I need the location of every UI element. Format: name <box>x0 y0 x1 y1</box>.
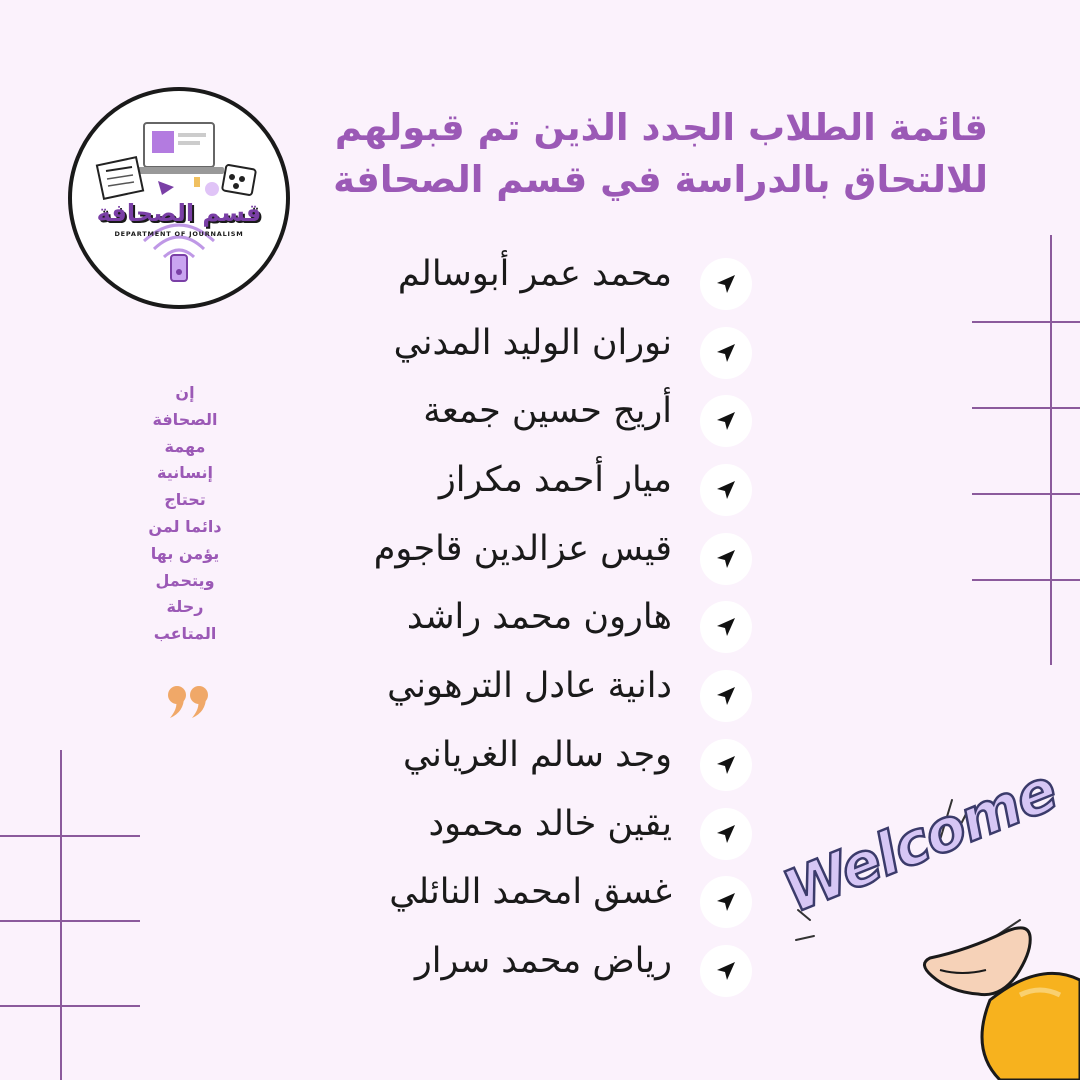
decor-line <box>972 579 1080 581</box>
quote-line: إن <box>175 383 195 402</box>
decor-line <box>0 920 140 922</box>
send-arrow-icon <box>700 670 752 722</box>
student-list <box>330 246 770 1002</box>
decor-line <box>972 493 1080 495</box>
decor-line <box>0 1005 140 1007</box>
student-name: قيس عزالدين قاجوم <box>373 528 672 569</box>
send-arrow-icon <box>700 739 752 791</box>
student-name: هارون محمد راشد <box>406 597 672 638</box>
send-arrow-icon <box>700 327 752 379</box>
send-arrow-icon <box>700 945 752 997</box>
student-list-item <box>330 452 770 521</box>
logo-title: قسم الصحافة <box>96 199 262 227</box>
quote-line: الصحافة <box>152 409 218 429</box>
student-name: رياض محمد سرار <box>414 940 672 981</box>
send-arrow-icon <box>700 464 752 516</box>
student-list-item <box>330 933 770 1002</box>
student-name: ميار أحمد مكراز <box>438 460 672 501</box>
student-list-item <box>330 864 770 933</box>
department-logo <box>68 87 290 309</box>
quote-line: مهمة <box>164 436 206 456</box>
logo-subtitle: DEPARTMENT OF JOURNALISM <box>114 230 244 238</box>
quote-line: يؤمن بها <box>150 543 220 563</box>
student-name: نوران الوليد المدني <box>393 322 672 363</box>
page-title-line-2: للالتحاق بالدراسة في قسم الصحافة <box>333 158 988 201</box>
page-title-line-1: قائمة الطلاب الجدد الذين تم قبولهم <box>334 106 988 149</box>
send-arrow-icon <box>700 876 752 928</box>
decor-line <box>60 750 62 1080</box>
student-list-item <box>330 315 770 384</box>
student-name: محمد عمر أبوسالم <box>397 254 672 294</box>
student-list-item <box>330 727 770 796</box>
student-list-item <box>330 796 770 865</box>
send-arrow-icon <box>700 258 752 310</box>
student-list-item <box>330 521 770 590</box>
quote-line: المتاعب <box>153 624 217 644</box>
quote-mark-icon <box>164 684 214 720</box>
quote-line: دائما لمن <box>148 516 222 536</box>
quote-text <box>130 380 240 648</box>
student-list-item <box>330 658 770 727</box>
page-title <box>268 102 988 206</box>
send-arrow-icon <box>700 808 752 860</box>
send-arrow-icon <box>700 533 752 585</box>
decor-line <box>0 835 140 837</box>
student-list-item <box>330 246 770 315</box>
quote-line: رحلة <box>166 597 204 617</box>
decor-line <box>972 321 1080 323</box>
student-name: غسق امحمد النائلي <box>389 872 672 913</box>
logo-illustration <box>72 91 286 305</box>
decor-line <box>972 407 1080 409</box>
student-name: يقين خالد محمود <box>428 803 672 844</box>
quote-line: إنسانية <box>156 463 214 483</box>
student-name: أريج حسين جمعة <box>423 391 672 432</box>
send-arrow-icon <box>700 601 752 653</box>
decor-line <box>1050 235 1052 665</box>
send-arrow-icon <box>700 395 752 447</box>
student-name: وجد سالم الغرياني <box>402 734 672 775</box>
quote-line: تحتاج <box>164 490 206 510</box>
student-name: دانية عادل الترهوني <box>387 666 672 707</box>
student-list-item <box>330 589 770 658</box>
student-list-item <box>330 383 770 452</box>
welcome-text: Welcome <box>774 755 1066 926</box>
quote-line: ويتحمل <box>155 570 215 590</box>
